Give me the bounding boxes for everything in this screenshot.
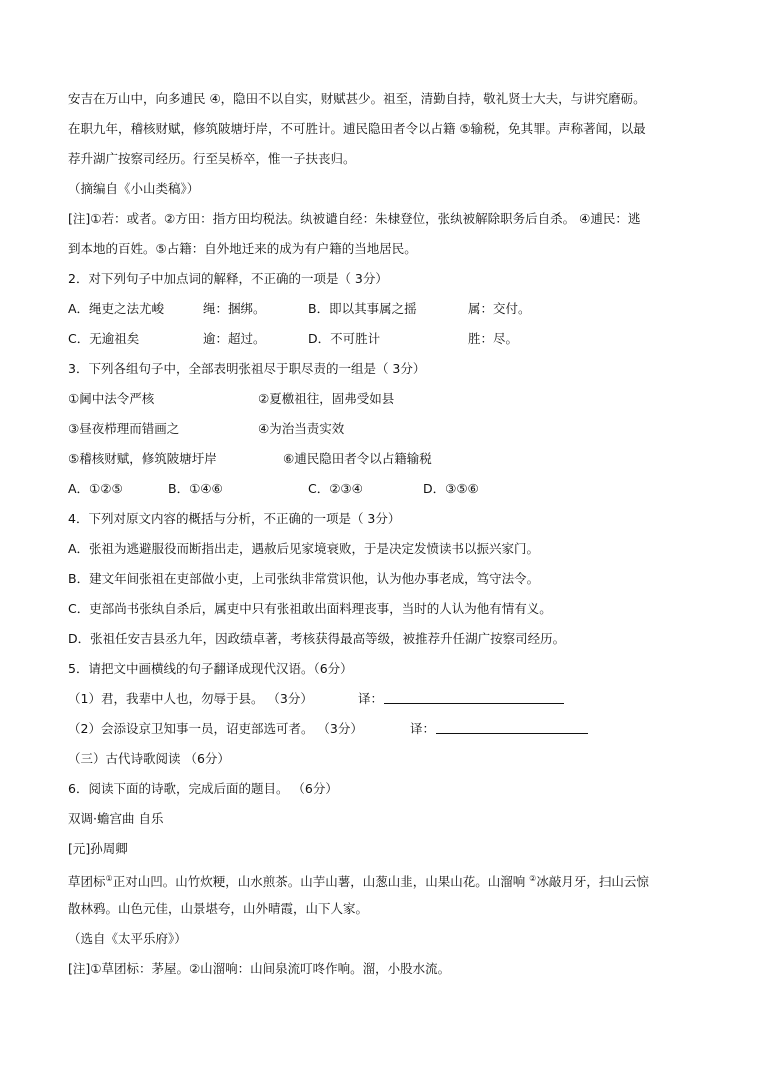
q2-stem: 2．对下列句子中加点词的解释，不正确的一项是（ 3分） bbox=[68, 271, 388, 286]
poem-author: [元]孙周卿 bbox=[68, 841, 128, 856]
q2-option-b-gloss: 属：交付。 bbox=[468, 301, 531, 316]
poem-source: （选自《太平乐府》） bbox=[68, 931, 187, 946]
q4-option-d: D．张祖任安吉县丞九年，因政绩卓著，考核获得最高等级，被推荐升任湖广按察司经历。 bbox=[68, 631, 566, 646]
footnote-mark-2: ② bbox=[529, 874, 537, 883]
poem-line-1c: 冰敲月牙，扫山云惊 bbox=[536, 874, 649, 890]
q3-option-b: B．①④⑥ bbox=[168, 481, 223, 496]
q4-option-b: B．建文年间张祖在吏部做小吏，上司张纨非常赏识他，认为他办事老成，笃守法令。 bbox=[68, 571, 540, 586]
q5-translate-label-1: 译： bbox=[358, 691, 384, 706]
q2-option-c-gloss: 逾：超过。 bbox=[203, 331, 266, 346]
q3-stem: 3．下列各组句子中，全部表明张祖尽于职尽责的一组是（ 3分） bbox=[68, 361, 426, 376]
passage-source: （摘编自《小山类稿》） bbox=[68, 181, 200, 196]
q5-stem: 5．请把文中画横线的句子翻译成现代汉语。（6分） bbox=[68, 661, 353, 676]
q5-answer-blank-1[interactable] bbox=[384, 691, 564, 704]
q3-sentence-3: ③昼夜栉理而错画之 bbox=[68, 421, 180, 436]
q4-option-a: A．张祖为逃避服役而断指出走，遇赦后见家境衰败，于是决定发愤读书以振兴家门。 bbox=[68, 541, 540, 556]
q2-option-a-gloss: 绳：捆绑。 bbox=[203, 301, 266, 316]
passage-note-1: [注]①若：或者。②方田：指方田均税法。纨被谴自经：朱棣登位，张纨被解除职务后自杀。 ④逋民：逃 bbox=[68, 211, 641, 226]
q4-option-c: C．吏部尚书张纨自杀后，属吏中只有张祖敢出面料理丧事，当时的人认为他有情有义。 bbox=[68, 601, 552, 616]
section-3-heading: （三）古代诗歌阅读 （6分） bbox=[68, 751, 230, 766]
q5-sentence-1: （1）君，我辈中人也，勿辱于县。 （3分） bbox=[68, 691, 313, 706]
poem-line-1 bbox=[68, 871, 701, 890]
q4-stem: 4．下列对原文内容的概括与分析，不正确的一项是（ 3分） bbox=[68, 511, 401, 526]
poem-note: [注]①草团标：茅屋。②山溜响：山间泉流叮咚作响。溜，小股水流。 bbox=[68, 961, 451, 976]
passage-line-3: 荐升湖广按察司经历。行至吴桥卒，惟一子扶丧归。 bbox=[68, 151, 356, 166]
q3-sentence-6: ⑥逋民隐田者令以占籍输税 bbox=[283, 451, 432, 466]
poem-title: 双调·蟾宫曲 自乐 bbox=[68, 811, 164, 826]
footnote-mark-1: ① bbox=[105, 874, 113, 883]
q2-option-d: D．不可胜计 bbox=[308, 331, 381, 346]
passage-note-2: 到本地的百姓。⑤占籍：自外地迁来的成为有户籍的当地居民。 bbox=[68, 241, 417, 256]
poem-line-2: 散林鸦。山色元佳，山景堪夸，山外晴霞，山下人家。 bbox=[68, 901, 369, 916]
poem-line-1a: 草团标 bbox=[68, 874, 106, 890]
q2-option-d-gloss: 胜：尽。 bbox=[468, 331, 519, 346]
q3-sentence-2: ②夏檄祖往，固弗受如县 bbox=[258, 391, 395, 406]
q5-answer-blank-2[interactable] bbox=[436, 721, 588, 734]
q6-stem: 6．阅读下面的诗歌，完成后面的题目。 （6分） bbox=[68, 781, 338, 796]
q3-option-a: A．①②⑤ bbox=[68, 481, 123, 496]
q2-option-c: C．无逾祖矣 bbox=[68, 331, 140, 346]
q3-sentence-1: ①阃中法令严核 bbox=[68, 391, 155, 406]
q3-option-d: D．③⑤⑥ bbox=[423, 481, 479, 496]
poem-line-1b: 正对山凹。山竹炊粳，山水煎茶。山芋山薯，山葱山韭，山果山花。山溜响 bbox=[112, 874, 530, 890]
q3-sentence-5: ⑤稽核财赋，修筑陂塘圩岸 bbox=[68, 451, 217, 466]
passage-line-1: 安吉在万山中，向多逋民 ④，隐田不以自实，财赋甚少。祖至，清勤自持，敬礼贤士大夫，与讲究磨砺。 bbox=[68, 91, 646, 106]
q3-option-c: C．②③④ bbox=[308, 481, 363, 496]
passage-line-2: 在职九年，稽核财赋，修筑陂塘圩岸，不可胜计。逋民隐田者令以占籍 ⑤输税，免其罪。声称著闻，以最 bbox=[68, 121, 646, 136]
q2-option-b: B．即以其事属之摇 bbox=[308, 301, 417, 316]
q3-sentence-4: ④为治当责实效 bbox=[258, 421, 345, 436]
q2-option-a: A．绳吏之法尤峻 bbox=[68, 301, 165, 316]
q5-sentence-2: （2）会添设京卫知事一员，诏吏部选可者。 （3分） bbox=[68, 721, 363, 736]
q5-translate-label-2: 译： bbox=[410, 721, 436, 736]
